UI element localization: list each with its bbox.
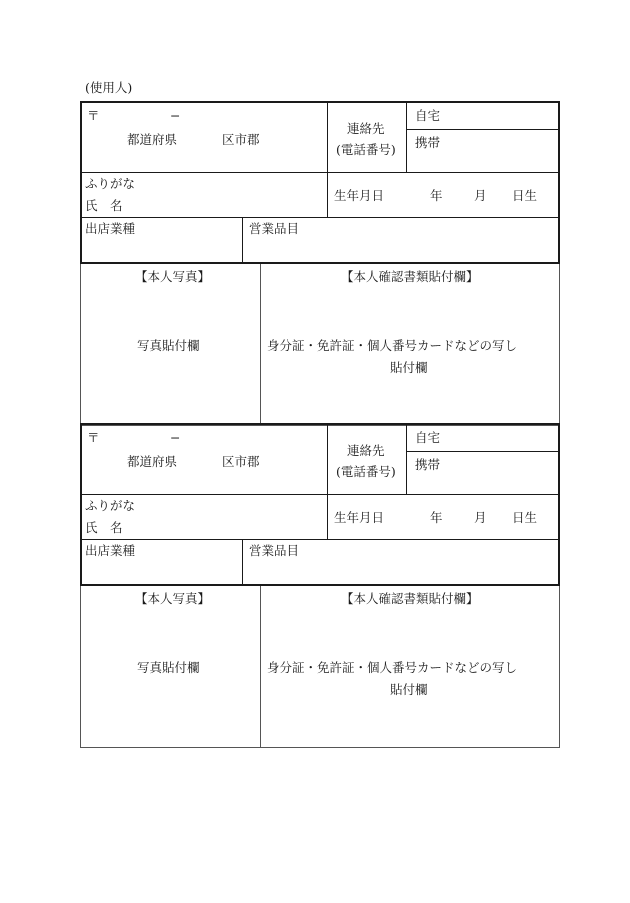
applicant-entry <box>0 101 630 426</box>
divider-line <box>82 172 558 173</box>
contact-label: 連絡先 <box>347 443 385 458</box>
furigana-label: ふりがな <box>85 498 136 513</box>
year-label: 年 <box>430 188 443 203</box>
photo-header: 【本人写真】 <box>135 591 211 606</box>
born-day-label: 日生 <box>512 188 538 203</box>
postal-mark: 〒 <box>87 430 100 445</box>
home-phone-label: 自宅 <box>415 430 441 445</box>
divider-line <box>260 586 261 747</box>
id-document-text: 貼付欄 <box>390 360 428 375</box>
home-phone-label: 自宅 <box>415 108 441 123</box>
id-document-text: 貼付欄 <box>390 682 428 697</box>
id-document-header: 【本人確認書類貼付欄】 <box>341 591 479 606</box>
name-label: 氏 名 <box>85 520 123 535</box>
name-label: 氏 名 <box>85 198 123 213</box>
id-document-text: 身分証・免許証・個人番号カードなどの写し <box>267 338 518 353</box>
divider-line <box>82 539 558 540</box>
mobile-phone-label: 携帯 <box>415 135 441 150</box>
postal-dash: − <box>170 430 181 445</box>
divider-line <box>406 425 407 494</box>
birthdate-label: 生年月日 <box>334 510 385 525</box>
divider-line <box>406 451 558 452</box>
birthdate-label: 生年月日 <box>334 188 385 203</box>
city-label: 区市郡 <box>222 454 260 469</box>
month-label: 月 <box>474 510 487 525</box>
store-type-label: 出店業種 <box>85 543 136 558</box>
applicant-entry <box>0 423 630 748</box>
sales-items-label: 営業品目 <box>249 543 300 558</box>
sales-items-label: 営業品目 <box>249 221 300 236</box>
form-title: (使用人) <box>85 80 133 95</box>
attachment-area <box>80 586 560 748</box>
id-document-header: 【本人確認書類貼付欄】 <box>341 269 479 284</box>
month-label: 月 <box>474 188 487 203</box>
applicant-info-table <box>80 423 560 586</box>
divider-line <box>327 494 328 539</box>
phone-label: (電話番号) <box>336 464 396 479</box>
postal-mark: 〒 <box>87 108 100 123</box>
divider-line <box>242 217 243 262</box>
year-label: 年 <box>430 510 443 525</box>
divider-line <box>260 264 261 425</box>
divider-line <box>406 103 407 172</box>
mobile-phone-label: 携帯 <box>415 457 441 472</box>
divider-line <box>406 129 558 130</box>
prefecture-label: 都道府県 <box>127 454 178 469</box>
attachment-area <box>80 264 560 426</box>
divider-line <box>327 425 328 494</box>
divider-line <box>82 217 558 218</box>
divider-line <box>327 172 328 217</box>
divider-line <box>327 103 328 172</box>
photo-paste-area: 写真貼付欄 <box>137 660 200 675</box>
id-document-text: 身分証・免許証・個人番号カードなどの写し <box>267 660 518 675</box>
photo-paste-area: 写真貼付欄 <box>137 338 200 353</box>
divider-line <box>82 494 558 495</box>
photo-header: 【本人写真】 <box>135 269 211 284</box>
furigana-label: ふりがな <box>85 176 136 191</box>
divider-line <box>242 539 243 584</box>
postal-dash: − <box>170 108 181 123</box>
applicant-info-table <box>80 101 560 264</box>
store-type-label: 出店業種 <box>85 221 136 236</box>
prefecture-label: 都道府県 <box>127 132 178 147</box>
city-label: 区市郡 <box>222 132 260 147</box>
phone-label: (電話番号) <box>336 142 396 157</box>
born-day-label: 日生 <box>512 510 538 525</box>
contact-label: 連絡先 <box>347 121 385 136</box>
